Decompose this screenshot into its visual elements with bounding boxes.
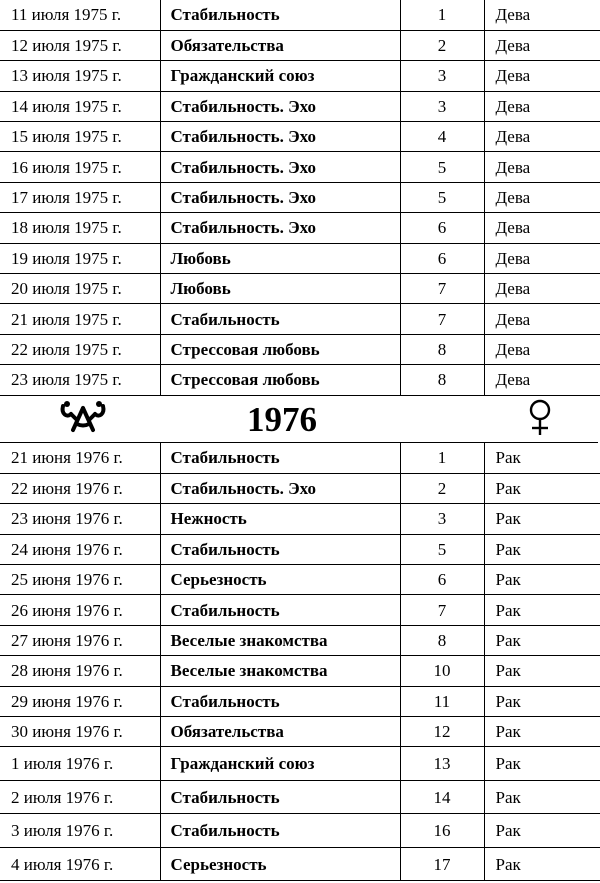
name-cell: Любовь [160, 243, 400, 273]
date-cell: 21 июня 1976 г. [0, 443, 160, 473]
date-cell: 18 июля 1975 г. [0, 213, 160, 243]
date-cell: 1 июля 1976 г. [0, 747, 160, 781]
number-cell: 3 [400, 91, 484, 121]
date-cell: 17 июля 1975 г. [0, 182, 160, 212]
date-cell: 22 июля 1975 г. [0, 334, 160, 364]
name-cell: Любовь [160, 274, 400, 304]
name-cell: Стрессовая любовь [160, 365, 400, 395]
table-row [0, 30, 600, 60]
sign-cell: Дева [484, 243, 600, 273]
date-cell: 2 июля 1976 г. [0, 780, 160, 814]
name-cell: Стабильность [160, 534, 400, 564]
name-cell: Стабильность [160, 595, 400, 625]
number-cell: 10 [400, 656, 484, 686]
date-cell: 3 июля 1976 г. [0, 814, 160, 848]
table-row [0, 152, 600, 182]
name-cell: Веселые знакомства [160, 656, 400, 686]
number-cell: 11 [400, 686, 484, 716]
date-cell: 22 июня 1976 г. [0, 473, 160, 503]
sign-cell: Рак [484, 534, 600, 564]
date-cell: 15 июля 1975 г. [0, 122, 160, 152]
table-row [0, 534, 600, 564]
table-row [0, 304, 600, 334]
table-row [0, 243, 600, 273]
name-cell: Стрессовая любовь [160, 334, 400, 364]
number-cell: 13 [400, 747, 484, 781]
name-cell: Стабильность. Эхо [160, 473, 400, 503]
table-row [0, 780, 600, 814]
table-row [0, 61, 600, 91]
sign-cell: Рак [484, 504, 600, 534]
name-cell: Стабильность [160, 0, 400, 30]
table-row [0, 595, 600, 625]
table-row [0, 656, 600, 686]
table-1975 [0, 0, 600, 396]
sign-cell: Дева [484, 61, 600, 91]
venus-icon [524, 398, 556, 438]
sign-cell: Дева [484, 304, 600, 334]
name-cell: Серьезность [160, 565, 400, 595]
number-cell: 17 [400, 847, 484, 881]
date-cell: 13 июля 1975 г. [0, 61, 160, 91]
taurus-like-glyph-icon [59, 400, 107, 434]
sign-cell: Дева [484, 0, 600, 30]
sign-cell: Рак [484, 780, 600, 814]
name-cell: Обязательства [160, 30, 400, 60]
sign-cell: Рак [484, 625, 600, 655]
number-cell: 7 [400, 274, 484, 304]
name-cell: Веселые знакомства [160, 625, 400, 655]
table-row [0, 0, 600, 30]
sign-cell: Рак [484, 443, 600, 473]
date-cell: 20 июля 1975 г. [0, 274, 160, 304]
table-row [0, 122, 600, 152]
number-cell: 3 [400, 504, 484, 534]
table-row [0, 847, 600, 881]
name-cell: Стабильность. Эхо [160, 91, 400, 121]
name-cell: Стабильность [160, 780, 400, 814]
sign-cell: Дева [484, 274, 600, 304]
sign-cell: Дева [484, 213, 600, 243]
date-cell: 23 июня 1976 г. [0, 504, 160, 534]
table-row [0, 334, 600, 364]
name-cell: Серьезность [160, 847, 400, 881]
number-cell: 8 [400, 625, 484, 655]
name-cell: Стабильность [160, 686, 400, 716]
number-cell: 6 [400, 565, 484, 595]
table-row [0, 717, 600, 747]
number-cell: 4 [400, 122, 484, 152]
date-cell: 29 июня 1976 г. [0, 686, 160, 716]
sign-cell: Рак [484, 747, 600, 781]
sign-cell: Рак [484, 847, 600, 881]
name-cell: Стабильность. Эхо [160, 122, 400, 152]
name-cell: Стабильность [160, 814, 400, 848]
table-row [0, 504, 600, 534]
sign-cell: Рак [484, 814, 600, 848]
table-row [0, 473, 600, 503]
table-row [0, 443, 600, 473]
number-cell: 7 [400, 304, 484, 334]
sign-cell: Дева [484, 30, 600, 60]
date-cell: 25 июня 1976 г. [0, 565, 160, 595]
table-row [0, 565, 600, 595]
sign-cell: Рак [484, 686, 600, 716]
number-cell: 5 [400, 534, 484, 564]
date-cell: 16 июля 1975 г. [0, 152, 160, 182]
date-cell: 26 июня 1976 г. [0, 595, 160, 625]
number-cell: 8 [400, 365, 484, 395]
table-row [0, 91, 600, 121]
table-1976 [0, 443, 600, 881]
number-cell: 6 [400, 213, 484, 243]
name-cell: Стабильность [160, 304, 400, 334]
date-cell: 12 июля 1975 г. [0, 30, 160, 60]
sign-cell: Дева [484, 334, 600, 364]
number-cell: 5 [400, 152, 484, 182]
date-cell: 27 июня 1976 г. [0, 625, 160, 655]
number-cell: 16 [400, 814, 484, 848]
date-cell: 4 июля 1976 г. [0, 847, 160, 881]
name-cell: Стабильность. Эхо [160, 152, 400, 182]
date-cell: 11 июля 1975 г. [0, 0, 160, 30]
sign-cell: Рак [484, 565, 600, 595]
table-row [0, 182, 600, 212]
number-cell: 6 [400, 243, 484, 273]
date-cell: 28 июня 1976 г. [0, 656, 160, 686]
table-row [0, 274, 600, 304]
name-cell: Гражданский союз [160, 747, 400, 781]
table-row [0, 747, 600, 781]
name-cell: Обязательства [160, 717, 400, 747]
sign-cell: Рак [484, 717, 600, 747]
number-cell: 14 [400, 780, 484, 814]
table-row [0, 814, 600, 848]
number-cell: 1 [400, 443, 484, 473]
date-cell: 24 июня 1976 г. [0, 534, 160, 564]
sign-cell: Рак [484, 656, 600, 686]
table-row [0, 686, 600, 716]
sign-cell: Дева [484, 182, 600, 212]
number-cell: 3 [400, 61, 484, 91]
date-cell: 30 июня 1976 г. [0, 717, 160, 747]
year-title: 1976 [247, 400, 317, 439]
name-cell: Гражданский союз [160, 61, 400, 91]
number-cell: 2 [400, 30, 484, 60]
number-cell: 12 [400, 717, 484, 747]
sign-cell: Дева [484, 122, 600, 152]
sign-cell: Рак [484, 595, 600, 625]
sign-cell: Дева [484, 152, 600, 182]
number-cell: 7 [400, 595, 484, 625]
number-cell: 5 [400, 182, 484, 212]
name-cell: Нежность [160, 504, 400, 534]
date-cell: 23 июля 1975 г. [0, 365, 160, 395]
number-cell: 1 [400, 0, 484, 30]
date-cell: 14 июля 1975 г. [0, 91, 160, 121]
sign-cell: Дева [484, 365, 600, 395]
date-cell: 19 июля 1975 г. [0, 243, 160, 273]
table-row [0, 213, 600, 243]
table-row [0, 365, 600, 395]
sign-cell: Рак [484, 473, 600, 503]
name-cell: Стабильность [160, 443, 400, 473]
sign-cell: Дева [484, 91, 600, 121]
date-cell: 21 июля 1975 г. [0, 304, 160, 334]
table-1975-body [0, 0, 600, 395]
table-1976-body [0, 443, 600, 881]
number-cell: 2 [400, 473, 484, 503]
name-cell: Стабильность. Эхо [160, 182, 400, 212]
number-cell: 8 [400, 334, 484, 364]
table-row [0, 625, 600, 655]
name-cell: Стабильность. Эхо [160, 213, 400, 243]
